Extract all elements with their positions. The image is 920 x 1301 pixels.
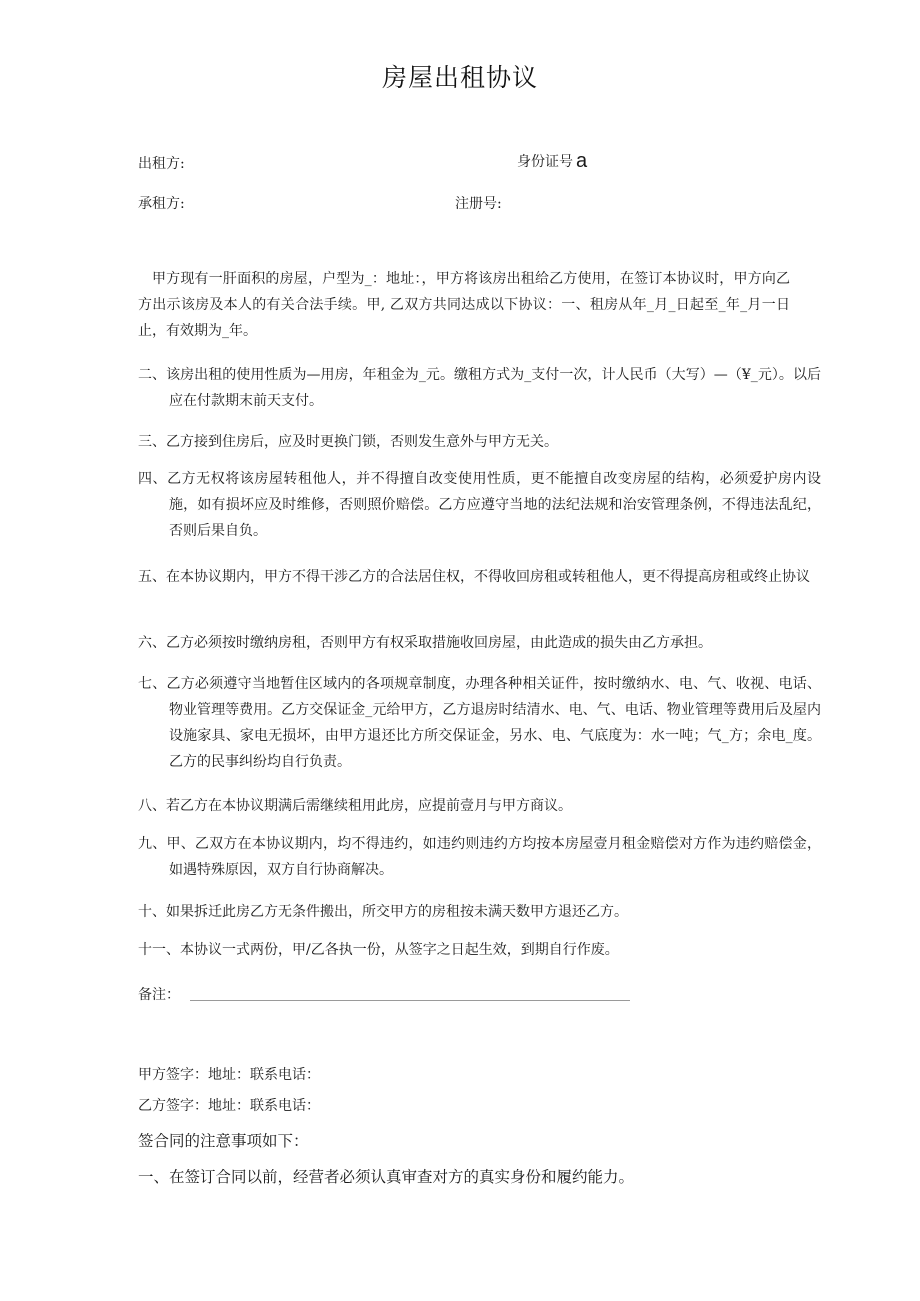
clause-2: 二、该房出租的使用性质为—用房，年租金为_元。缴租方式为_支付一次，计人民币（大写）—（¥_元）。以后应在付款期末前天支付。	[138, 367, 821, 409]
intro-paragraph: 甲方现有一肝面积的房屋，户型为_：地址：，甲方将该房出租给乙方使用，在签订本协议时，甲方向乙方出示该房及本人的有关合法手续。甲, 乙双方共同达成以下协议：一、租房从年_月_日起至_年_月一日止，有效期为_年。	[138, 271, 790, 339]
clause-4: 四、乙方无权将该房屋转租他人，并不得擅自改变使用性质，更不能擅自改变房屋的结构，必须爱护房内设施，如有损坏应及时维修，否则照价赔偿。乙方应遵守当地的法纪法规和治安管理条例，不得违法乱纪，否则后果自负。	[138, 471, 821, 539]
clause-5: 五、在本协议期内，甲方不得干涉乙方的合法居住权，不得收回房租或转租他人，更不得提高房租或终止协议	[138, 569, 810, 585]
clause-10: 十、如果拆迁此房乙方无条件搬出，所交甲方的房租按未满天数甲方退还乙方。	[138, 904, 628, 920]
clause-9: 九、甲、乙双方在本协议期内，均不得违约，如违约则违约方均按本房屋壹月租金赔偿对方作为违约赔偿金，如遇特殊原因，双方自行协商解决。	[138, 836, 821, 878]
remark-label: 备注：	[138, 987, 180, 1003]
remark-blank-line	[190, 1000, 630, 1001]
document-title: 房屋出租协议	[381, 63, 538, 92]
party-b-signature-line: 乙方签字：地址：联系电话：	[138, 1098, 320, 1114]
clause-3: 三、乙方接到住房后，应及时更换门锁，否则发生意外与甲方无关。	[138, 434, 558, 450]
lessor-label: 出租方:	[138, 156, 185, 172]
notes-heading: 签合同的注意事项如下：	[138, 1132, 309, 1150]
clause-7: 七、乙方必须遵守当地暂住区域内的各项规章制度，办理各种相关证件，按时缴纳水、电、气、收视、电话、物业管理等费用。乙方交保证金_元给甲方，乙方退房时结清水、电、气、电话、物业管理等费用后及屋内设施家具、家电无损坏，由甲方退还比方所交保证金，另水、电、气底度为：水一吨；气_方；余电_度。乙方的民事纠纷均自行负责。	[138, 676, 821, 770]
notes-item-1: 一、在签订合同以前，经营者必须认真审查对方的真实身份和履约能力。	[138, 1168, 635, 1186]
clause-11: 十一、本协议一式两份，甲/乙各执一份，从签字之日起生效，到期自行作废。	[138, 942, 619, 958]
clause-8: 八、若乙方在本协议期满后需继续租用此房，应提前壹月与甲方商议。	[138, 798, 572, 814]
registration-number-label: 注册号:	[455, 196, 502, 212]
party-a-signature-line: 甲方签字：地址：联系电话：	[138, 1067, 320, 1083]
id-number-label: 身份证号	[517, 154, 573, 170]
clause-6: 六、乙方必须按时缴纳房租，否则甲方有权采取措施收回房屋，由此造成的损失由乙方承担。	[138, 635, 712, 651]
id-number-field	[517, 150, 587, 173]
lessee-label: 承租方:	[138, 196, 185, 212]
id-number-suffix: a	[576, 150, 588, 172]
